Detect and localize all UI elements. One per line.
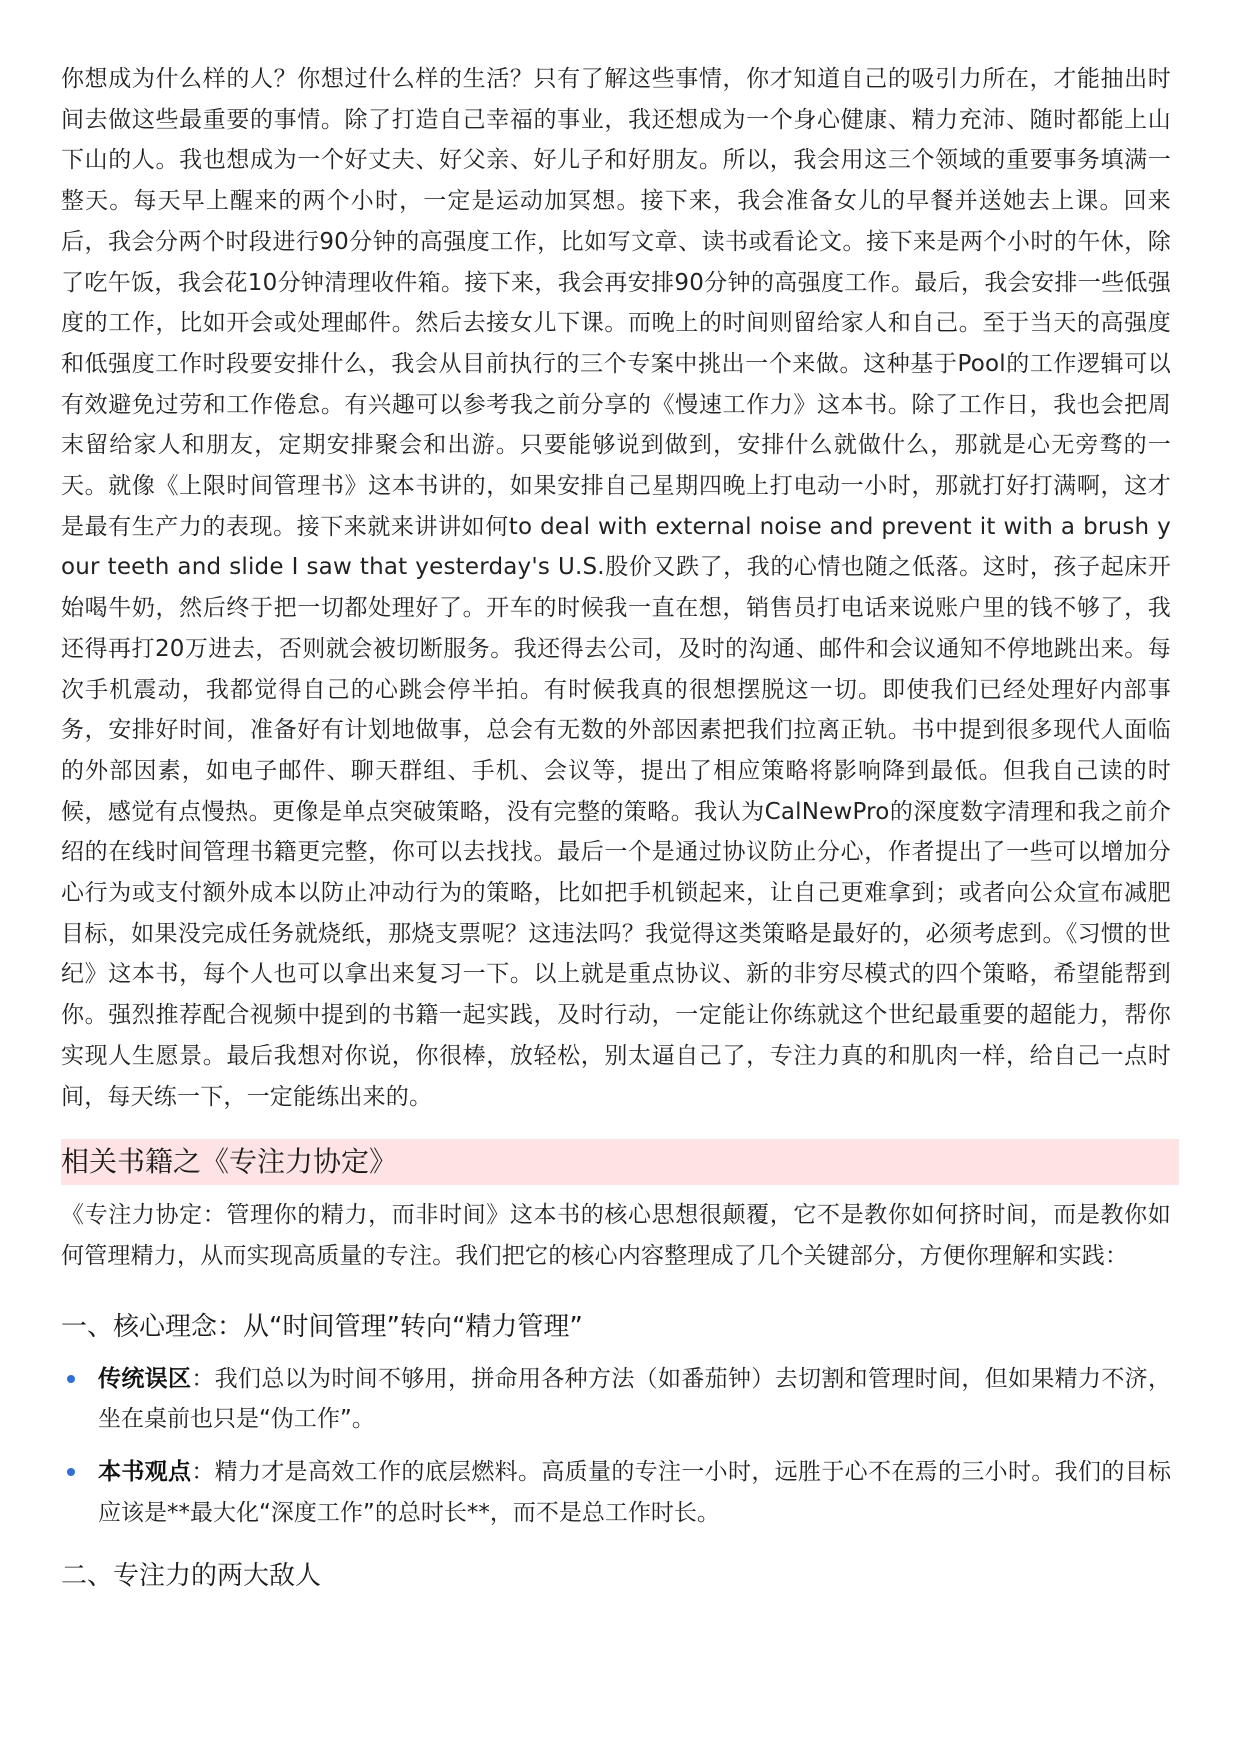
section-heading-related-book: 相关书籍之《专注力协定》 (61, 1139, 1179, 1185)
section-intro-paragraph: 《专注力协定：管理你的精力，而非时间》这本书的核心思想很颠覆，它不是教你如何挤时间，而是教你如何管理精力，从而实现高质量的专注。我们把它的核心内容整理成了几个关键部分，方便你理解和实践： (61, 1202, 1171, 1269)
bullet-dot-icon (67, 1375, 75, 1383)
bullet-text: ：我们总以为时间不够用，拼命用各种方法（如番茄钟）去切割和管理时间，但如果精力不济，坐在桌前也只是“伪工作”。 (98, 1365, 1172, 1433)
bullet-term: 本书观点 (98, 1459, 192, 1486)
bullet-text: ：精力才是高效工作的底层燃料。高质量的专注一小时，远胜于心不在焉的三小时。我们的目标应该是**最大化“深度工作”的总时长**，而不是总工作时长。 (98, 1459, 1172, 1526)
bullet-dot-icon (67, 1468, 75, 1476)
list-item (61, 1359, 1171, 1440)
sub-heading-two-enemies: 二、专注力的两大敌人 (61, 1560, 322, 1591)
bullet-term: 传统误区 (98, 1365, 192, 1392)
core-concept-list (61, 1359, 1171, 1534)
main-paragraph: 你想成为什么样的人？你想过什么样的生活？只有了解这些事情，你才知道自己的吸引力所在，才能抽出时间去做这些最重要的事情。除了打造自己幸福的事业，我还想成为一个身心健康、精力充沛、随时都能上山下山的人。我也想成为一个好丈夫、好父亲、好儿子和好朋友。所以，我会用这三个领域的重要事务填满一整天。每天早上醒来的两个小时，一定是运动加冥想。接下来，我会准备女儿的早餐并送她去上课。回来后，我会分两个时段进行90分钟的高强度工作，比如写文章、读书或看论文。接下来是两个小时的午休，除了吃午饭，我会花10分钟清理收件箱。接下来，我会再安排90分钟的高强度工作。最后，我会安排一些低强度的工作，比如开会或处理邮件。然后去接女儿下课。而晚上的时间则留给家人和自己。至于当天的高强度和低强度工作时段要安排什么，我会从目前执行的三个专案中挑出一个来做。这种基于Pool的工作逻辑可以有效避免过劳和工作倦怠。有兴趣可以参考我之前分享的《慢速工作力》这本书。除了工作日，我也会把周末留给家人和朋友，定期安排聚会和出游。只要能够说到做到，安排什么就做什么，那就是心无旁骛的一天。就像《上限时间管理书》这本书讲的，如果安排自己星期四晚上打电动一小时，那就打好打满啊，这才是最有生产力的表现。接下来就来讲讲如何to deal with external noise and prevent it with a brush your teeth and slide I saw that yesterday's U.S.股价又跌了，我的心情也随之低落。这时，孩子起床开始喝牛奶，然后终于把一切都处理好了。开车的时候我一直在想，销售员打电话来说账户里的钱不够了，我还得再打20万进去，否则就会被切断服务。我还得去公司，及时的沟通、邮件和会议通知不停地跳出来。每次手机震动，我都觉得自己的心跳会停半拍。有时候我真的很想摆脱这一切。即使我们已经处理好内部事务，安排好时间，准备好有计划地做事，总会有无数的外部因素把我们拉离正轨。书中提到很多现代人面临的外部因素，如电子邮件、聊天群组、手机、会议等，提出了相应策略将影响降到最低。但我自己读的时候，感觉有点慢热。更像是单点突破策略，没有完整的策略。我认为CalNewPro的深度数字清理和我之前介绍的在线时间管理书籍更完整，你可以去找找。最后一个是通过协议防止分心，作者提出了一些可以增加分心行为或支付额外成本以防止冲动行为的策略，比如把手机锁起来，让自己更难拿到；或者向公众宣布减肥目标，如果没完成任务就烧纸，那烧支票呢？这违法吗？我觉得这类策略是最好的，必须考虑到。《习惯的世纪》这本书，每个人也可以拿出来复习一下。以上就是重点协议、新的非穷尽模式的四个策略，希望能帮到你。强烈推荐配合视频中提到的书籍一起实践，及时行动，一定能让你练就这个世纪最重要的超能力，帮你实现人生愿景。最后我想对你说，你很棒，放轻松，别太逼自己了，专注力真的和肌肉一样，给自己一点时间，每天练一下，一定能练出来的。 (61, 66, 1171, 1110)
list-item (61, 1452, 1171, 1533)
sub-heading-core-concept: 一、核心理念：从“时间管理”转向“精力管理” (61, 1311, 583, 1342)
